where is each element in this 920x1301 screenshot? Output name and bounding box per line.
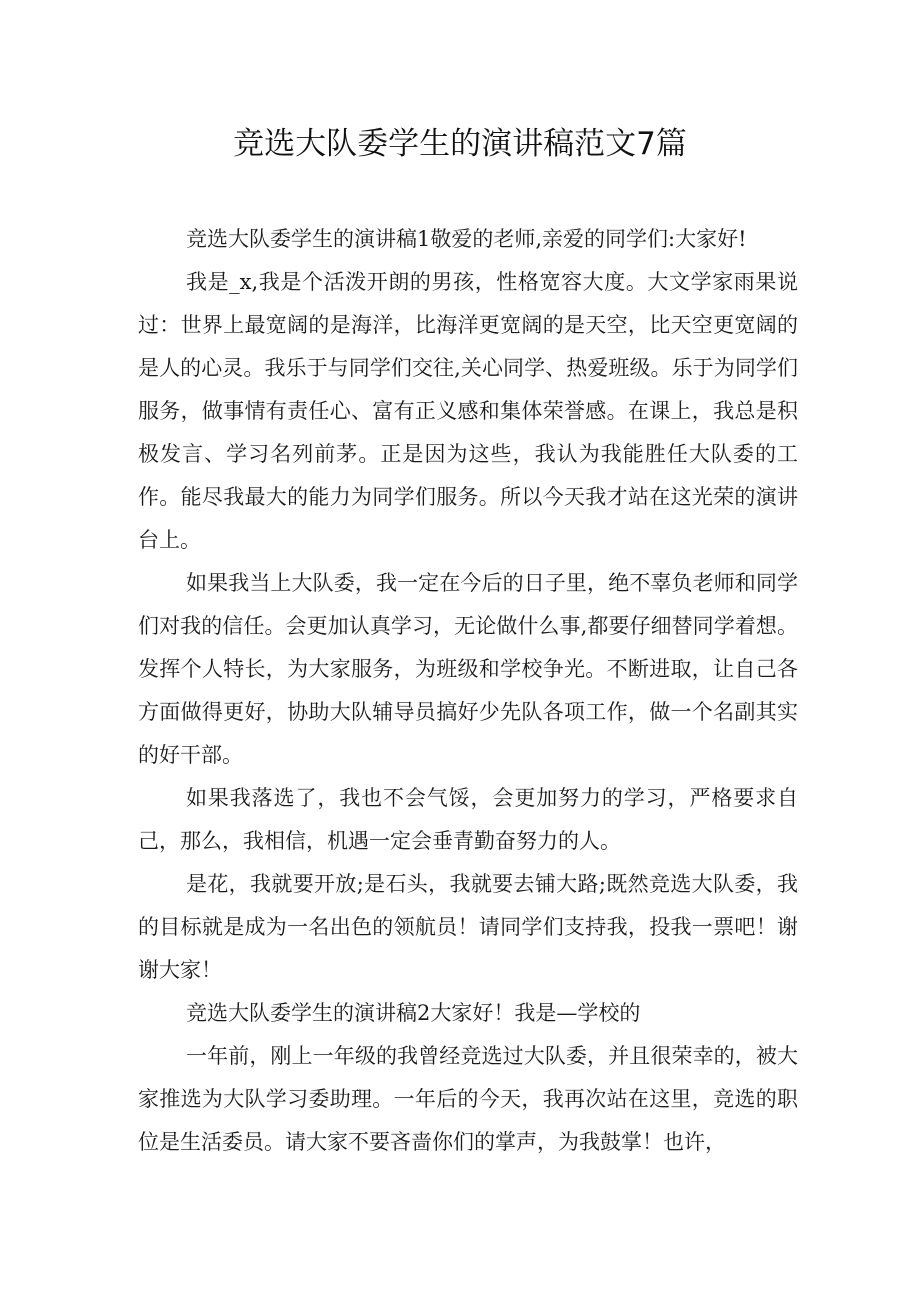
paragraph: 竞选大队委学生的演讲稿1敬爱的老师,亲爱的同学们:大家好! — [186, 227, 747, 251]
paragraph: 如果我落选了，我也不会气馁，会更加努力的学习，严格要求自己，那么，我相信，机遇一定会垂青勤奋努力的人。 — [138, 786, 798, 853]
document-body — [138, 218, 798, 1164]
paragraph: 是花，我就要开放;是石头，我就要去铺大路;既然竞选大队委，我的目标就是成为一名出色的领航员！请同学们支持我，投我一票吧！谢谢大家！ — [138, 872, 798, 982]
paragraph: 竞选大队委学生的演讲稿2大家好！我是—学校的 — [186, 1001, 641, 1025]
paragraph: 如果我当上大队委，我一定在今后的日子里，绝不辜负老师和同学们对我的信任。会更加认真学习，无论做什么事,都要仔细替同学着想。发挥个人特长，为大家服务，为班级和学校争光。不断进取，让自己各方面做得更好，协助大队辅导员搞好少先队各项工作，做一个名副其实的好干部。 — [138, 571, 798, 767]
paragraph: 一年前，刚上一年级的我曾经竞选过大队委，并且很荣幸的，被大家推选为大队学习委助理。一年后的今天，我再次站在这里，竞选的职位是生活委员。请大家不要吝啬你们的掌声，为我鼓掌！也许， — [138, 1044, 798, 1154]
document-title: 竞选大队委学生的演讲稿范文7篇 — [233, 126, 687, 162]
paragraph: 我是_x,我是个活泼开朗的男孩，性格宽容大度。大文学家雨果说过：世界上最宽阔的是海洋，比海洋更宽阔的是天空，比天空更宽阔的是人的心灵。我乐于与同学们交往,关心同学、热爱班级。乐于为同学们服务，做事情有责任心、富有正义感和集体荣誉感。在课上，我总是积极发言、学习名列前茅。正是因为这些，我认为我能胜任大队委的工作。能尽我最大的能力为同学们服务。所以今天我才站在这光荣的演讲台上。 — [138, 270, 798, 552]
